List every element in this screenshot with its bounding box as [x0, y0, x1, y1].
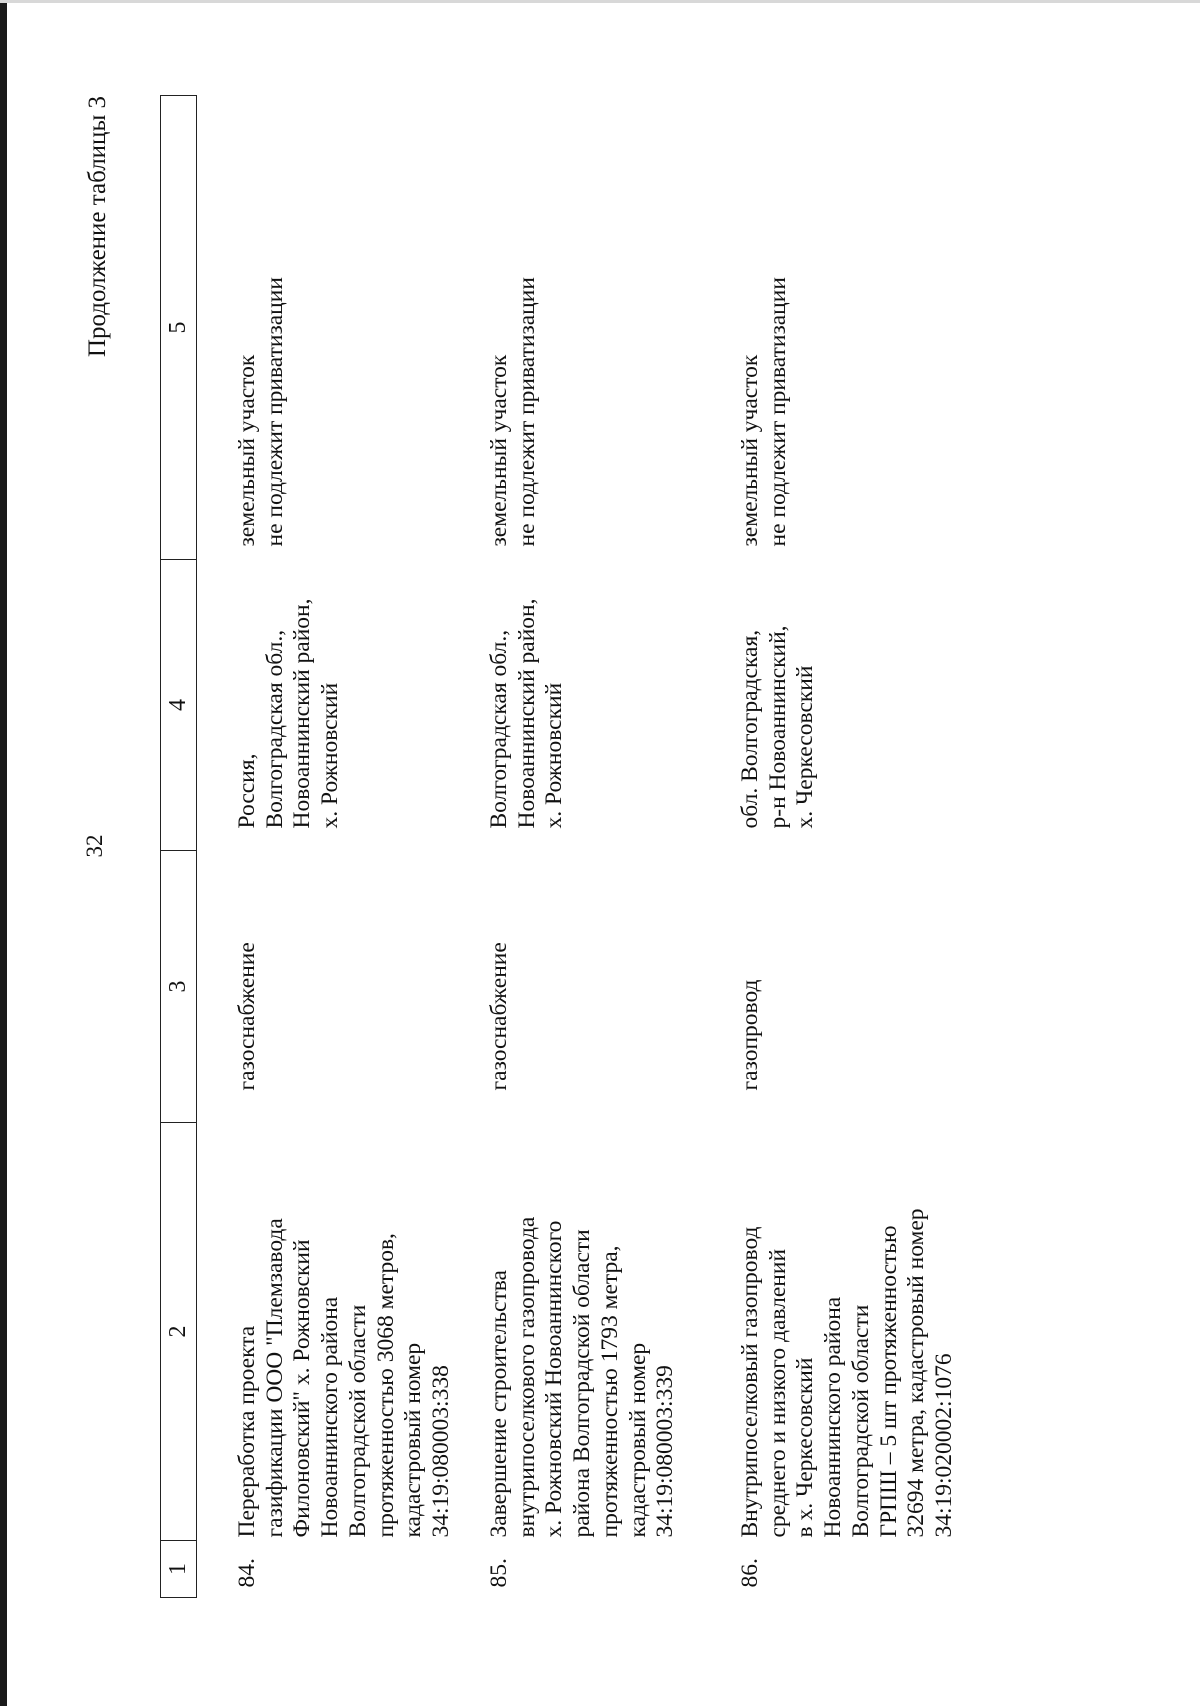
- page-number: 32: [82, 834, 107, 858]
- object-address: обл. Волгоградская, р-н Новоаннинский, х. Черкесовский: [737, 625, 819, 829]
- object-note: земельный участок не подлежит приватизации: [737, 277, 791, 547]
- row-number: 85.: [486, 1558, 512, 1588]
- object-purpose: газопровод: [737, 979, 763, 1091]
- table-header-row: [161, 96, 197, 1598]
- column-header-3: 3: [161, 851, 197, 1123]
- object-purpose: газоснабжение: [486, 942, 512, 1091]
- object-note: земельный участок не подлежит приватизации: [234, 277, 288, 547]
- table-row: [470, 96, 723, 1598]
- property-table: [160, 95, 959, 1598]
- object-address: Волгоградская обл., Новоаннинский район, х. Рожновский: [486, 598, 568, 829]
- column-header-5: 5: [161, 96, 197, 560]
- object-note: земельный участок не подлежит приватизации: [486, 277, 540, 547]
- row-number: 84.: [234, 1558, 260, 1588]
- table-continuation-label: Продолжение таблицы 3: [84, 96, 111, 358]
- row-number: 86.: [737, 1558, 763, 1588]
- column-header-1: 1: [161, 1541, 197, 1598]
- object-purpose: газоснабжение: [234, 942, 260, 1091]
- column-header-2: 2: [161, 1123, 197, 1541]
- table-row: [723, 96, 959, 1598]
- object-name: Внутрипоселковый газопровод среднего и низкого давлений в х. Черкесовский Новоаннинского района Волгоградской области ГРПШ – 5 шт протяженностью 32694 метра, кадастровый номер 34:19:020002:1076: [737, 1208, 958, 1538]
- object-address: Россия, Волгоградская обл., Новоаннинский район, х. Рожновский: [234, 598, 344, 829]
- object-name: Завершение строительства внутрипоселкового газопровода х. Рожновский Новоаннинского района Волгоградской области протяженностью 1793 метра, кадастровый номер 34:19:080003:339: [486, 1216, 679, 1538]
- table-row: [197, 96, 471, 1598]
- column-header-4: 4: [161, 560, 197, 851]
- object-name: Переработка проекта газификации ООО "Племзавода Филоновский" х. Рожновский Новоаннинского района Волгоградской области протяженностью 3068 метров, кадастровый номер 34:19:080003:338: [234, 1218, 455, 1538]
